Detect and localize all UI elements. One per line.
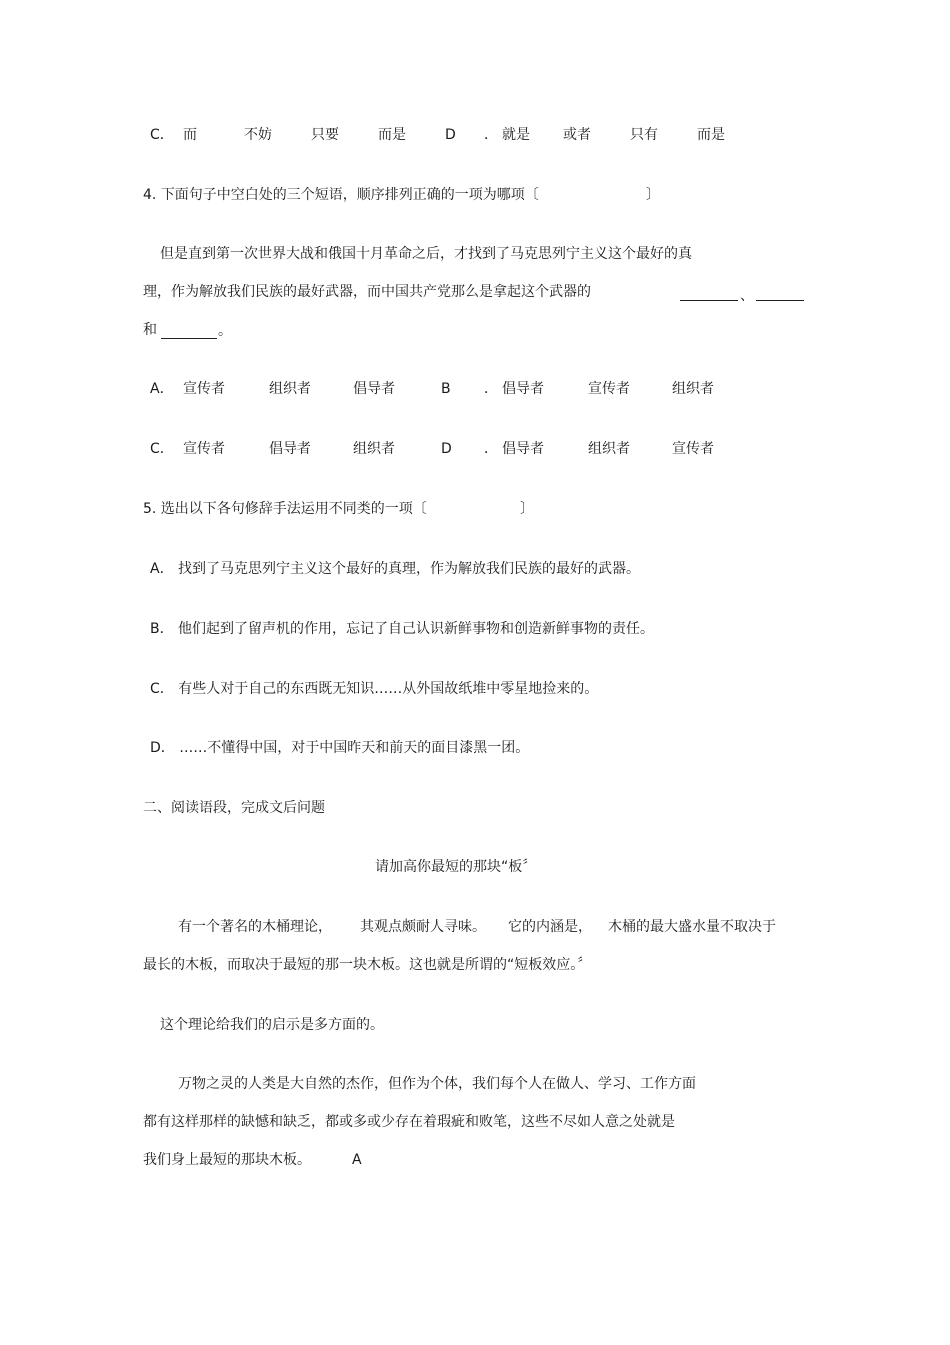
q5-option-a: A． 找到了马克思列宁主义这个最好的真理，作为解放我们民族的最好的武器。 bbox=[150, 561, 641, 577]
q4-option-b-word-1: 倡导者 bbox=[502, 381, 544, 397]
q4-blank-separator: 、 bbox=[740, 288, 754, 304]
q3-option-d-dot: ． bbox=[484, 127, 498, 143]
q4-option-a-word-2: 组织者 bbox=[269, 381, 311, 397]
q5-stem: 5. 选出以下各句修辞手法运用不同类的一项〔 bbox=[143, 501, 427, 517]
q5-option-b: B． 他们起到了留声机的作用，忘记了自己认识新鲜事物和创造新鲜事物的责任。 bbox=[150, 621, 655, 637]
q4-option-a-word-1: 宣传者 bbox=[183, 381, 225, 397]
q4-option-c-word-1: 宣传者 bbox=[183, 441, 225, 457]
q3-option-c-word-2: 不妨 bbox=[244, 127, 272, 143]
q4-option-c-word-2: 倡导者 bbox=[269, 441, 311, 457]
p1-line-1-seg-3: 它的内涵是， bbox=[508, 919, 592, 935]
q4-passage-line-2: 理，作为解放我们民族的最好武器，而中国共产党那么是拿起这个武器的 bbox=[143, 284, 591, 300]
q5-option-d: D． ……不懂得中国，对于中国昨天和前天的面目漆黑一团。 bbox=[150, 740, 530, 756]
q4-option-b-letter: B bbox=[441, 381, 451, 397]
q3-option-d-word-1: 就是 bbox=[502, 127, 530, 143]
q4-blank-3[interactable] bbox=[161, 338, 217, 339]
p1-line-2: 最长的木板，而取决于最短的那一块木板。这也就是所谓的“短板效应。〞 bbox=[143, 957, 592, 973]
q4-option-a-letter: A． bbox=[150, 381, 174, 397]
q4-stem: 4. 下面句子中空白处的三个短语，顺序排列正确的一项为哪项〔 bbox=[143, 187, 539, 203]
passage-title: 请加高你最短的那块“板〞 bbox=[375, 859, 537, 875]
p2: 这个理论给我们的启示是多方面的。 bbox=[160, 1017, 384, 1033]
q4-option-d-word-3: 宣传者 bbox=[672, 441, 714, 457]
q4-option-d-word-1: 倡导者 bbox=[502, 441, 544, 457]
q3-option-c-word-4: 而是 bbox=[378, 127, 406, 143]
p3-line-2: 都有这样那样的缺憾和缺乏，都或多或少存在着瑕疵和败笔，这些不尽如人意之处就是 bbox=[143, 1114, 675, 1130]
q3-option-d-letter: D bbox=[445, 127, 456, 143]
p3-line-3: 我们身上最短的那块木板。 bbox=[143, 1152, 311, 1168]
q4-blank-2[interactable] bbox=[756, 300, 804, 301]
q4-option-c-letter: C． bbox=[150, 441, 174, 457]
q4-option-b-word-3: 组织者 bbox=[672, 381, 714, 397]
p1-line-1-seg-4: 木桶的最大盛水量不取决于 bbox=[608, 919, 776, 935]
q5-option-c: C． 有些人对于自己的东西既无知识……从外国故纸堆中零星地捡来的。 bbox=[150, 681, 599, 697]
q3-option-d-word-4: 而是 bbox=[697, 127, 725, 143]
q4-passage-line-1: 但是直到第一次世界大战和俄国十月革命之后，才找到了马克思列宁主义这个最好的真 bbox=[160, 246, 692, 262]
q4-option-b-word-2: 宣传者 bbox=[588, 381, 630, 397]
p3-line-1: 万物之灵的人类是大自然的杰作，但作为个体，我们每个人在做人、学习、工作方面 bbox=[178, 1076, 696, 1092]
section-2-heading: 二、阅读语段，完成文后问题 bbox=[143, 800, 325, 816]
p1-line-1-seg-1: 有一个著名的木桶理论， bbox=[178, 919, 332, 935]
q3-option-c-letter: C． bbox=[150, 127, 174, 143]
q4-stem-bracket-close: 〕 bbox=[646, 187, 660, 203]
q4-option-a-word-3: 倡导者 bbox=[353, 381, 395, 397]
q3-option-d-word-2: 或者 bbox=[563, 127, 591, 143]
q4-option-c-word-3: 组织者 bbox=[353, 441, 395, 457]
q3-option-c-word-1: 而 bbox=[183, 127, 197, 143]
q4-line3-suffix: 。 bbox=[218, 323, 232, 339]
q4-option-d-letter: D bbox=[441, 441, 452, 457]
q4-blank-1[interactable] bbox=[680, 300, 738, 301]
q3-option-d-word-3: 只有 bbox=[630, 127, 658, 143]
q5-stem-bracket-close: 〕 bbox=[520, 501, 534, 517]
p1-line-1-seg-2: 其观点颇耐人寻味。 bbox=[360, 919, 486, 935]
q4-option-b-dot: ． bbox=[484, 381, 498, 397]
p3-marker: A bbox=[352, 1152, 362, 1168]
q4-option-d-word-2: 组织者 bbox=[588, 441, 630, 457]
q4-line3-prefix: 和 bbox=[143, 322, 157, 338]
q4-option-d-dot: ． bbox=[484, 441, 498, 457]
q3-option-c-word-3: 只要 bbox=[311, 127, 339, 143]
